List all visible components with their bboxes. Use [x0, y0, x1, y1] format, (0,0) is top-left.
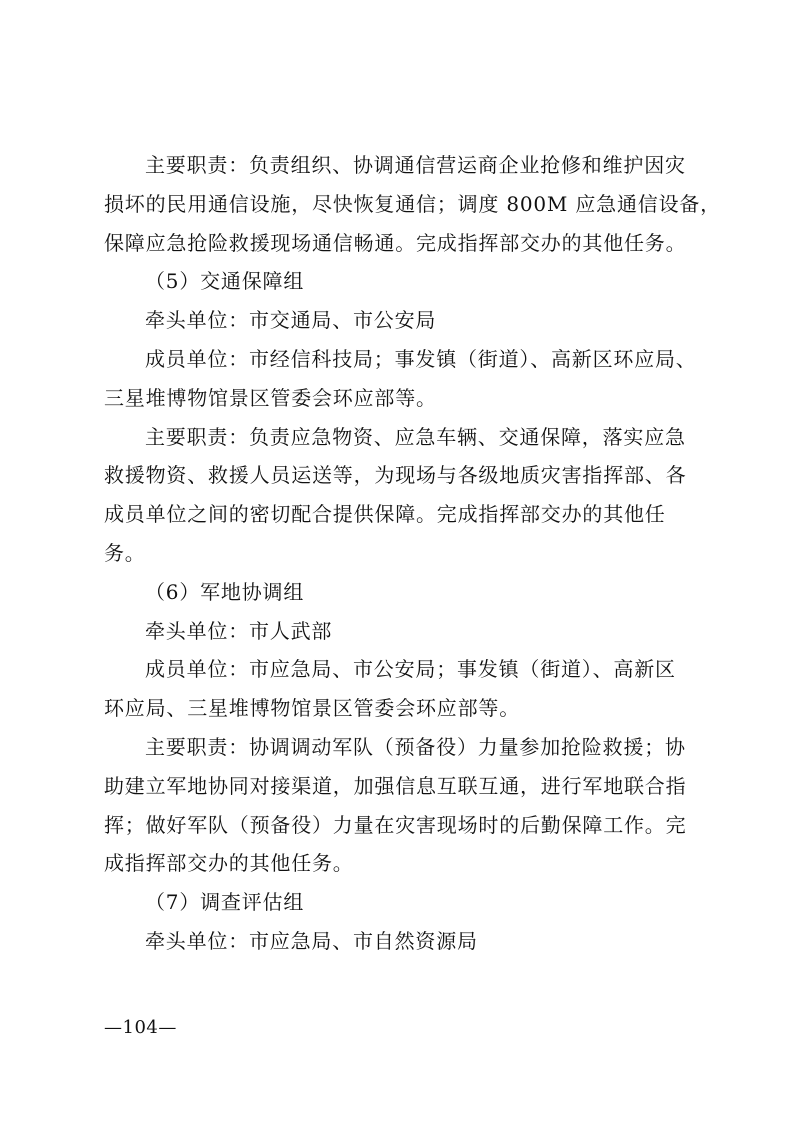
- paragraph-line: 保障应急抢险救援现场通信畅通。完成指挥部交办的其他任务。: [104, 230, 687, 255]
- paragraph-line: 环应局、三星堆博物馆景区管委会环应部等。: [104, 696, 520, 721]
- paragraph-line: 成指挥部交办的其他任务。: [104, 851, 354, 876]
- paragraph-line: 成员单位：市经信科技局；事发镇（街道）、高新区环应局、: [145, 346, 697, 371]
- lead-unit-line: 牵头单位：市交通局、市公安局: [145, 308, 437, 333]
- paragraph-line: 救援物资、救援人员运送等，为现场与各级地质灾害指挥部、各: [104, 463, 687, 488]
- paragraph-line: 成员单位：市应急局、市公安局；事发镇（街道）、高新区: [145, 657, 676, 682]
- body-text: [104, 146, 721, 961]
- paragraph-line: 三星堆博物馆景区管委会环应部等。: [104, 385, 437, 410]
- page-number: —104—: [104, 1017, 177, 1038]
- paragraph-line: 成员单位之间的密切配合提供保障。完成指挥部交办的其他任: [104, 502, 666, 527]
- paragraph-line: 助建立军地协同对接渠道，加强信息互联互通，进行军地联合指: [104, 773, 687, 798]
- paragraph-line: 务。: [104, 540, 146, 565]
- section-heading: （7）调查评估组: [145, 890, 305, 915]
- lead-unit-line: 牵头单位：市应急局、市自然资源局: [145, 928, 478, 953]
- paragraph-line: 主要职责：协调调动军队（预备役）力量参加抢险救援；协: [145, 734, 686, 759]
- section-heading: （5）交通保障组: [145, 269, 305, 294]
- paragraph-line: 主要职责：负责应急物资、应急车辆、交通保障，落实应急: [145, 424, 686, 449]
- paragraph-line: 损坏的民用通信设施，尽快恢复通信；调度 800M 应急通信设备，: [104, 191, 721, 216]
- paragraph-line: 主要职责：负责组织、协调通信营运商企业抢修和维护因灾: [145, 153, 686, 177]
- lead-unit-line: 牵头单位：市人武部: [145, 618, 333, 643]
- paragraph-line: 挥；做好军队（预备役）力量在灾害现场时的后勤保障工作。完: [104, 812, 687, 837]
- section-heading: （6）军地协调组: [145, 579, 305, 604]
